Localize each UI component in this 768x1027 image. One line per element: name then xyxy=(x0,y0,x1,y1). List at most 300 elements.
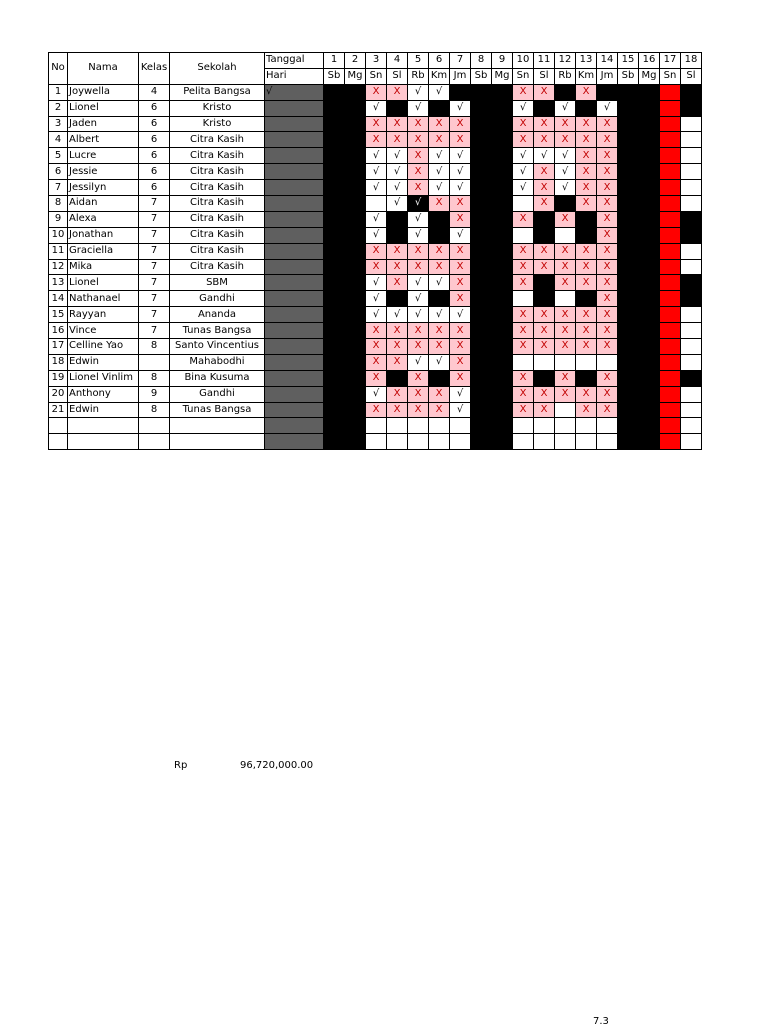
empty-cell xyxy=(597,354,618,370)
empty-cell xyxy=(681,196,702,212)
off-day-cell xyxy=(471,196,492,212)
row-kelas xyxy=(139,354,170,370)
off-day-cell xyxy=(618,116,639,132)
present-cell: √ xyxy=(597,100,618,116)
row-no: 11 xyxy=(49,243,68,259)
header-day: Sn xyxy=(660,68,681,84)
off-day-cell xyxy=(345,116,366,132)
row-nama: Albert xyxy=(68,132,139,148)
off-day-cell xyxy=(471,180,492,196)
off-day-cell xyxy=(345,339,366,355)
off-day-cell xyxy=(492,84,513,100)
row-nama: Nathanael xyxy=(68,291,139,307)
header-day: Sb xyxy=(471,68,492,84)
empty-cell xyxy=(513,196,534,212)
absent-cell: X xyxy=(387,339,408,355)
table-row xyxy=(49,402,702,418)
holiday-cell xyxy=(660,402,681,418)
absent-cell: X xyxy=(366,116,387,132)
row-nama: Lionel xyxy=(68,275,139,291)
off-day-cell xyxy=(471,211,492,227)
present-cell: √ xyxy=(429,307,450,323)
present-cell: √ xyxy=(366,386,387,402)
off-day-cell xyxy=(534,370,555,386)
empty-cell xyxy=(429,434,450,450)
absent-cell: X xyxy=(597,243,618,259)
off-day-cell xyxy=(618,84,639,100)
row-sekolah: Pelita Bangsa xyxy=(170,84,265,100)
off-day-cell xyxy=(345,259,366,275)
off-day-cell xyxy=(324,291,345,307)
absent-cell: X xyxy=(429,259,450,275)
present-cell: √ xyxy=(366,164,387,180)
absent-cell: X xyxy=(513,386,534,402)
row-nama: Rayyan xyxy=(68,307,139,323)
off-day-cell xyxy=(471,291,492,307)
off-day-cell xyxy=(492,148,513,164)
off-day-cell xyxy=(324,180,345,196)
row-sekolah: Gandhi xyxy=(170,291,265,307)
present-cell: √ xyxy=(387,180,408,196)
off-day-cell xyxy=(534,291,555,307)
row-kelas: 7 xyxy=(139,291,170,307)
blank-column-cell xyxy=(265,307,324,323)
table-row xyxy=(49,307,702,323)
header-tanggal: Tanggal xyxy=(265,53,324,69)
holiday-cell xyxy=(660,275,681,291)
off-day-cell xyxy=(324,307,345,323)
row-kelas: 7 xyxy=(139,307,170,323)
present-cell: √ xyxy=(513,180,534,196)
absent-cell: X xyxy=(408,180,429,196)
absent-cell: X xyxy=(555,307,576,323)
off-day-cell xyxy=(639,291,660,307)
table-row xyxy=(49,132,702,148)
empty-cell xyxy=(681,132,702,148)
off-day-cell xyxy=(345,227,366,243)
present-cell: √ xyxy=(366,211,387,227)
absent-cell: X xyxy=(597,164,618,180)
empty-cell xyxy=(408,418,429,434)
absent-cell: X xyxy=(597,291,618,307)
blank-column-cell xyxy=(265,291,324,307)
off-day-cell xyxy=(639,275,660,291)
off-day-cell xyxy=(492,339,513,355)
absent-cell: X xyxy=(366,402,387,418)
header-row-dates xyxy=(49,53,702,69)
absent-cell: X xyxy=(366,354,387,370)
present-cell: √ xyxy=(450,164,471,180)
row-no: 1 xyxy=(49,84,68,100)
header-date: 15 xyxy=(618,53,639,69)
table-row xyxy=(49,116,702,132)
off-day-cell xyxy=(471,227,492,243)
table-row xyxy=(49,259,702,275)
absent-cell: X xyxy=(513,370,534,386)
present-cell: √ xyxy=(429,84,450,100)
off-day-cell xyxy=(324,418,345,434)
row-sekolah: Tunas Bangsa xyxy=(170,323,265,339)
off-day-cell xyxy=(492,323,513,339)
present-cell: √ xyxy=(429,180,450,196)
table-row xyxy=(49,370,702,386)
holiday-cell xyxy=(660,339,681,355)
row-nama: Celline Yao xyxy=(68,339,139,355)
absent-cell: X xyxy=(555,211,576,227)
absent-cell: X xyxy=(387,275,408,291)
empty-cell xyxy=(576,434,597,450)
absent-cell: X xyxy=(534,259,555,275)
off-day-cell xyxy=(618,386,639,402)
empty-cell xyxy=(513,434,534,450)
header-day: Sl xyxy=(387,68,408,84)
row-no: 7 xyxy=(49,180,68,196)
present-cell: √ xyxy=(513,148,534,164)
absent-cell: X xyxy=(387,354,408,370)
row-kelas xyxy=(139,418,170,434)
off-day-cell xyxy=(324,84,345,100)
absent-cell: X xyxy=(597,211,618,227)
off-day-cell xyxy=(345,243,366,259)
off-day-cell xyxy=(345,307,366,323)
absent-cell: X xyxy=(534,386,555,402)
absent-cell: X xyxy=(513,339,534,355)
absent-cell: X xyxy=(429,116,450,132)
blank-column-cell xyxy=(265,116,324,132)
absent-cell: X xyxy=(408,323,429,339)
off-day-cell xyxy=(492,100,513,116)
absent-cell: X xyxy=(408,370,429,386)
absent-cell: X xyxy=(597,259,618,275)
row-sekolah: Citra Kasih xyxy=(170,227,265,243)
off-day-cell xyxy=(345,164,366,180)
absent-cell: X xyxy=(387,132,408,148)
blank-column-cell xyxy=(265,211,324,227)
off-day-cell xyxy=(639,339,660,355)
header-day: Mg xyxy=(492,68,513,84)
absent-cell: X xyxy=(597,116,618,132)
off-day-cell xyxy=(471,259,492,275)
absent-cell: X xyxy=(597,370,618,386)
holiday-cell xyxy=(660,132,681,148)
row-nama: Lionel Vinlim xyxy=(68,370,139,386)
header-day: Sb xyxy=(618,68,639,84)
empty-cell xyxy=(429,418,450,434)
absent-cell: X xyxy=(555,339,576,355)
off-day-cell xyxy=(681,100,702,116)
absent-cell: X xyxy=(555,323,576,339)
empty-cell xyxy=(408,434,429,450)
blank-column-cell xyxy=(265,227,324,243)
present-cell: √ xyxy=(408,211,429,227)
absent-cell: X xyxy=(576,259,597,275)
absent-cell: X xyxy=(534,402,555,418)
absent-cell: X xyxy=(429,402,450,418)
present-cell: √ xyxy=(366,100,387,116)
absent-cell: X xyxy=(387,323,408,339)
row-no: 12 xyxy=(49,259,68,275)
holiday-cell xyxy=(660,291,681,307)
row-sekolah: Gandhi xyxy=(170,386,265,402)
present-cell: √ xyxy=(366,307,387,323)
header-date: 14 xyxy=(597,53,618,69)
off-day-cell xyxy=(492,211,513,227)
present-cell: √ xyxy=(408,354,429,370)
empty-cell xyxy=(681,434,702,450)
holiday-cell xyxy=(660,354,681,370)
blank-column-cell xyxy=(265,148,324,164)
off-day-cell xyxy=(471,370,492,386)
header-day: Rb xyxy=(408,68,429,84)
holiday-cell xyxy=(660,307,681,323)
row-no xyxy=(49,434,68,450)
off-day-cell xyxy=(387,211,408,227)
off-day-cell xyxy=(618,100,639,116)
off-day-cell xyxy=(618,354,639,370)
present-cell: √ xyxy=(450,148,471,164)
off-day-cell xyxy=(618,291,639,307)
absent-cell: X xyxy=(366,259,387,275)
off-day-cell xyxy=(471,116,492,132)
off-day-cell xyxy=(492,402,513,418)
row-no: 8 xyxy=(49,196,68,212)
absent-cell: X xyxy=(576,323,597,339)
blank-column-cell xyxy=(265,132,324,148)
empty-cell xyxy=(366,418,387,434)
present-cell: √ xyxy=(366,227,387,243)
absent-cell: X xyxy=(597,227,618,243)
absent-cell: X xyxy=(534,307,555,323)
row-sekolah: Citra Kasih xyxy=(170,148,265,164)
table-row xyxy=(49,291,702,307)
row-kelas: 7 xyxy=(139,259,170,275)
off-day-cell xyxy=(429,211,450,227)
off-day-cell xyxy=(492,354,513,370)
absent-cell: X xyxy=(366,323,387,339)
off-day-cell xyxy=(492,180,513,196)
present-cell: √ xyxy=(429,354,450,370)
off-day-cell xyxy=(324,386,345,402)
absent-cell: X xyxy=(408,116,429,132)
absent-cell: X xyxy=(366,370,387,386)
present-cell: √ xyxy=(387,196,408,212)
off-day-cell xyxy=(345,418,366,434)
off-day-cell xyxy=(471,84,492,100)
row-nama: Jonathan xyxy=(68,227,139,243)
present-cell: √ xyxy=(366,275,387,291)
empty-cell xyxy=(681,418,702,434)
absent-cell: X xyxy=(429,132,450,148)
off-day-cell xyxy=(345,84,366,100)
absent-cell: X xyxy=(408,402,429,418)
row-kelas: 8 xyxy=(139,370,170,386)
blank-column-cell: √ xyxy=(265,84,324,100)
holiday-cell xyxy=(660,148,681,164)
absent-cell: X xyxy=(450,132,471,148)
empty-cell xyxy=(513,227,534,243)
off-day-cell xyxy=(345,323,366,339)
row-kelas: 7 xyxy=(139,243,170,259)
absent-cell: X xyxy=(576,84,597,100)
off-day-cell xyxy=(639,307,660,323)
off-day-cell xyxy=(618,339,639,355)
off-day-cell xyxy=(639,370,660,386)
off-day-cell xyxy=(639,116,660,132)
absent-cell: X xyxy=(450,275,471,291)
present-cell: √ xyxy=(387,164,408,180)
absent-cell: X xyxy=(513,402,534,418)
row-kelas: 9 xyxy=(139,386,170,402)
row-no: 2 xyxy=(49,100,68,116)
row-sekolah: Citra Kasih xyxy=(170,132,265,148)
absent-cell: X xyxy=(576,196,597,212)
holiday-cell xyxy=(660,434,681,450)
off-day-cell xyxy=(471,275,492,291)
off-day-cell xyxy=(639,211,660,227)
holiday-cell xyxy=(660,418,681,434)
absent-cell: X xyxy=(387,116,408,132)
off-day-cell xyxy=(324,243,345,259)
empty-cell xyxy=(681,307,702,323)
off-day-cell xyxy=(492,386,513,402)
absent-cell: X xyxy=(408,259,429,275)
present-cell: √ xyxy=(387,148,408,164)
off-day-cell xyxy=(345,386,366,402)
off-day-cell xyxy=(471,132,492,148)
off-day-cell xyxy=(450,84,471,100)
off-day-cell xyxy=(387,100,408,116)
off-day-cell xyxy=(492,307,513,323)
row-sekolah: Citra Kasih xyxy=(170,180,265,196)
off-day-cell xyxy=(492,132,513,148)
absent-cell: X xyxy=(387,402,408,418)
absent-cell: X xyxy=(576,307,597,323)
empty-cell xyxy=(513,418,534,434)
off-day-cell xyxy=(639,434,660,450)
header-date: 3 xyxy=(366,53,387,69)
off-day-cell xyxy=(324,275,345,291)
row-no: 14 xyxy=(49,291,68,307)
empty-cell xyxy=(576,354,597,370)
off-day-cell xyxy=(534,227,555,243)
absent-cell: X xyxy=(555,370,576,386)
header-date: 9 xyxy=(492,53,513,69)
holiday-cell xyxy=(660,370,681,386)
present-cell: √ xyxy=(450,227,471,243)
off-day-cell xyxy=(324,211,345,227)
row-sekolah: Citra Kasih xyxy=(170,259,265,275)
absent-cell: X xyxy=(429,386,450,402)
table-row xyxy=(49,243,702,259)
off-day-cell xyxy=(639,418,660,434)
absent-cell: X xyxy=(513,132,534,148)
absent-cell: X xyxy=(576,132,597,148)
header-date: 17 xyxy=(660,53,681,69)
off-day-cell xyxy=(471,323,492,339)
off-day-cell xyxy=(324,116,345,132)
off-day-cell xyxy=(639,132,660,148)
present-cell: √ xyxy=(555,100,576,116)
absent-cell: X xyxy=(534,116,555,132)
off-day-cell xyxy=(324,402,345,418)
off-day-cell xyxy=(639,259,660,275)
absent-cell: X xyxy=(387,386,408,402)
row-sekolah: Citra Kasih xyxy=(170,196,265,212)
off-day-cell xyxy=(387,227,408,243)
absent-cell: X xyxy=(597,339,618,355)
off-day-cell xyxy=(345,132,366,148)
absent-cell: X xyxy=(450,196,471,212)
absent-cell: X xyxy=(534,196,555,212)
absent-cell: X xyxy=(408,164,429,180)
row-sekolah: Ananda xyxy=(170,307,265,323)
off-day-cell xyxy=(492,291,513,307)
off-day-cell xyxy=(324,370,345,386)
header-kelas: Kelas xyxy=(139,53,170,85)
row-kelas: 7 xyxy=(139,196,170,212)
off-day-cell xyxy=(492,196,513,212)
row-nama: Edwin xyxy=(68,354,139,370)
off-day-cell xyxy=(639,323,660,339)
header-day: Jm xyxy=(597,68,618,84)
row-sekolah: Citra Kasih xyxy=(170,164,265,180)
off-day-cell xyxy=(618,164,639,180)
off-day-cell xyxy=(345,100,366,116)
table-row xyxy=(49,418,702,434)
off-day-cell xyxy=(639,354,660,370)
off-day-cell xyxy=(681,291,702,307)
absent-cell: X xyxy=(555,116,576,132)
off-day-cell xyxy=(492,227,513,243)
present-cell: √ xyxy=(366,180,387,196)
header-date: 10 xyxy=(513,53,534,69)
absent-cell: X xyxy=(555,275,576,291)
present-cell: √ xyxy=(366,148,387,164)
holiday-cell xyxy=(660,211,681,227)
absent-cell: X xyxy=(450,354,471,370)
off-day-cell xyxy=(639,386,660,402)
off-day-cell xyxy=(534,211,555,227)
absent-cell: X xyxy=(513,84,534,100)
empty-cell xyxy=(681,164,702,180)
header-date: 2 xyxy=(345,53,366,69)
absent-cell: X xyxy=(429,339,450,355)
off-day-cell xyxy=(471,418,492,434)
row-no: 10 xyxy=(49,227,68,243)
present-cell: √ xyxy=(408,275,429,291)
off-day-cell xyxy=(618,180,639,196)
empty-cell xyxy=(534,354,555,370)
present-cell: √ xyxy=(450,402,471,418)
row-kelas: 4 xyxy=(139,84,170,100)
off-day-cell xyxy=(324,323,345,339)
absent-cell: X xyxy=(555,132,576,148)
header-date: 16 xyxy=(639,53,660,69)
row-kelas: 6 xyxy=(139,148,170,164)
row-nama: Jessie xyxy=(68,164,139,180)
off-day-cell xyxy=(639,243,660,259)
off-day-cell xyxy=(324,164,345,180)
off-day-cell xyxy=(324,339,345,355)
row-no: 6 xyxy=(49,164,68,180)
empty-cell xyxy=(387,418,408,434)
off-day-cell xyxy=(387,291,408,307)
header-day: Sl xyxy=(681,68,702,84)
absent-cell: X xyxy=(576,180,597,196)
absent-cell: X xyxy=(576,243,597,259)
absent-cell: X xyxy=(450,259,471,275)
table-row xyxy=(49,148,702,164)
